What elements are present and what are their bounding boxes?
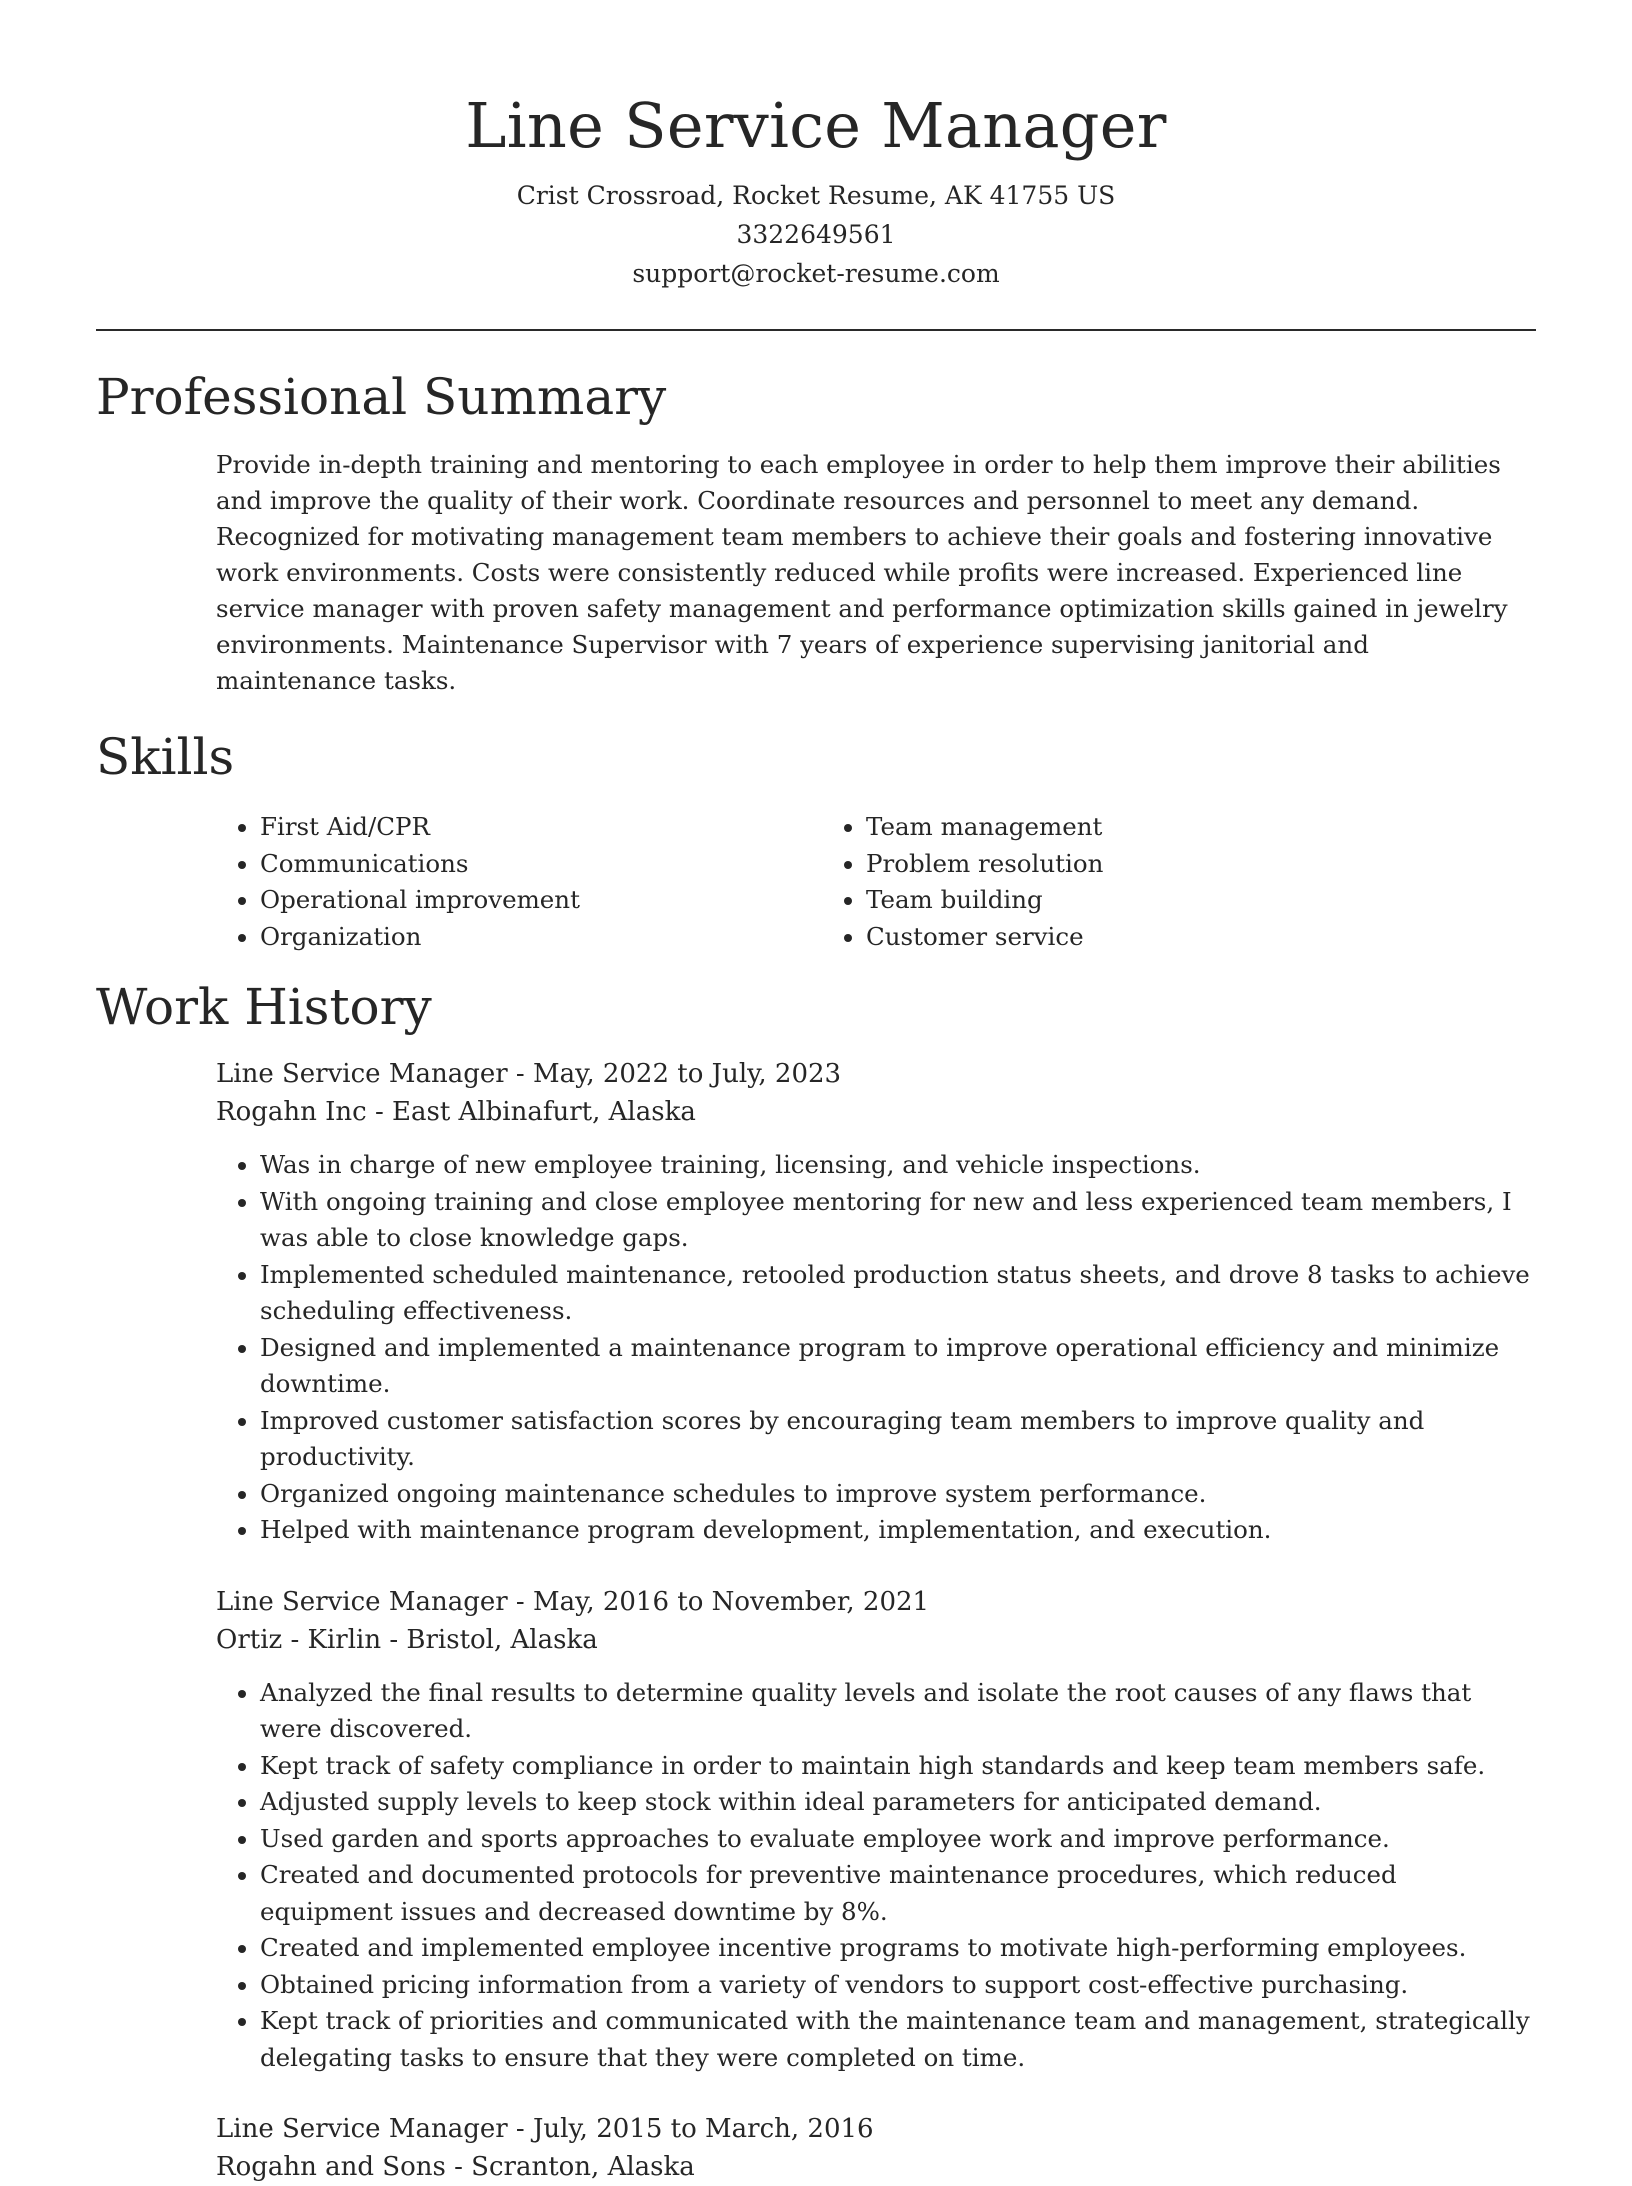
skills-heading: Skills: [96, 728, 235, 786]
skills-column-left: [216, 809, 822, 955]
job-bullet: • Adjusted supply levels to keep stock within ideal parameters for anticipated demand.: [260, 1784, 1536, 1821]
work-history-heading: Work History: [96, 978, 432, 1036]
job-title-line: Line Service Manager - May, 2022 to July, 2023: [216, 1059, 842, 1089]
job-company-line: Rogahn and Sons - Scranton, Alaska: [216, 2152, 695, 2182]
job-bullet: • Designed and implemented a maintenance program to improve operational efficiency and minimize downtime.: [260, 1330, 1536, 1403]
skills-column-right: [822, 809, 1428, 955]
job-bullet: • Created and documented protocols for preventive maintenance procedures, which reduced equipment issues and decreased downtime by 8%.: [260, 1857, 1536, 1930]
skill-item: • Team management: [866, 809, 1428, 846]
header-divider: [96, 329, 1536, 331]
contact-email: support@rocket-resume.com: [632, 259, 1000, 288]
job-bullet: • Was in charge of new employee training, licensing, and vehicle inspections.: [260, 1147, 1536, 1184]
job-entry: [216, 1583, 1536, 2077]
skills-list: [216, 809, 1536, 955]
job-bullet: • Kept track of safety compliance in order to maintain high standards and keep team members safe.: [260, 1748, 1536, 1785]
summary-text: Provide in-depth training and mentoring to each employee in order to help them improve their abilities and improve the quality of their work. Coordinate resources and personnel to meet any demand. Recognized for motivating management team members to achieve their goals and fostering innovative work environments. Costs were consistently reduced while profits were increased. Experienced line service manager with proven safety management and performance optimization skills gained in jewelry environments. Maintenance Supervisor with 7 years of experience supervising janitorial and maintenance tasks.: [216, 450, 1508, 695]
job-company-line: Ortiz - Kirlin - Bristol, Alaska: [216, 1624, 598, 1655]
skill-item: • Team building: [866, 882, 1428, 919]
skill-item: • Communications: [260, 846, 822, 883]
job-bullet: • Obtained pricing information from a variety of vendors to support cost-effective purchasing.: [260, 1967, 1536, 2004]
job-bullets: [216, 1675, 1536, 2077]
contact-block: [96, 176, 1536, 293]
job-bullet: • Analyzed the final results to determine quality levels and isolate the root causes of any flaws that were discovered.: [260, 1675, 1536, 1748]
job-entry: [216, 2110, 1536, 2186]
job-title-line: Line Service Manager - July, 2015 to March, 2016: [216, 2114, 874, 2144]
skill-item: • Operational improvement: [260, 882, 822, 919]
contact-phone: 3322649561: [736, 220, 896, 249]
resume-page: [96, 0, 1536, 2182]
job-bullet: • Implemented scheduled maintenance, retooled production status sheets, and drove 8 tasks to achieve scheduling effectiveness.: [260, 1257, 1536, 1330]
job-bullet: • Used garden and sports approaches to evaluate employee work and improve performance.: [260, 1821, 1536, 1858]
summary-heading: Professional Summary: [96, 368, 667, 426]
job-bullet: • Helped with maintenance program development, implementation, and execution.: [260, 1512, 1536, 1549]
skill-item: • Organization: [260, 919, 822, 956]
job-company-line: Rogahn Inc - East Albinafurt, Alaska: [216, 1097, 696, 1127]
job-entry: [216, 1055, 1536, 1549]
skill-item: • Customer service: [866, 919, 1428, 956]
skill-item: • Problem resolution: [866, 846, 1428, 883]
skill-item: • First Aid/CPR: [260, 809, 822, 846]
job-bullet: • Created and implemented employee incentive programs to motivate high-performing employees.: [260, 1930, 1536, 1967]
job-bullet: • Organized ongoing maintenance schedules to improve system performance.: [260, 1476, 1536, 1513]
contact-address: Crist Crossroad, Rocket Resume, AK 41755 US: [516, 181, 1116, 210]
job-bullet: • Kept track of priorities and communicated with the maintenance team and management, strategically delegating tasks to ensure that they were completed on time.: [260, 2003, 1536, 2076]
job-bullets: [216, 1147, 1536, 1549]
job-bullet: • With ongoing training and close employee mentoring for new and less experienced team members, I was able to close knowledge gaps.: [260, 1184, 1536, 1257]
resume-name: Line Service Manager: [465, 89, 1167, 162]
job-bullet: • Improved customer satisfaction scores by encouraging team members to improve quality and productivity.: [260, 1403, 1536, 1476]
job-title-line: Line Service Manager - May, 2016 to November, 2021: [216, 1586, 930, 1617]
